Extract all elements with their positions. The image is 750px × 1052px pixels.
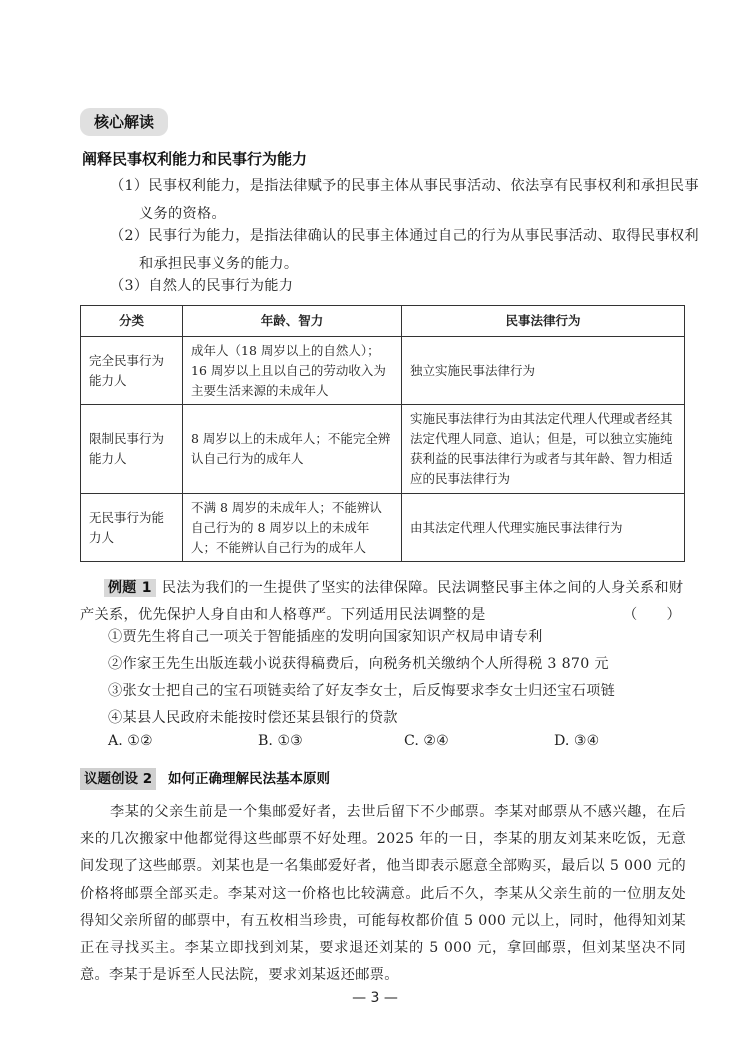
choice-a: A. ①② [108, 733, 153, 749]
point-2-lead: （2）民事行为能力，是指法律确认的民事主体通过自己的行为从事民事活动、取得民事权利 [110, 228, 699, 244]
choice-d: D. ③④ [554, 733, 600, 749]
table-cell: 由其法定代理人代理实施民事法律行为 [402, 494, 685, 562]
table-cell: 无民事行为能力人 [81, 494, 183, 562]
table-header: 民事法律行为 [402, 306, 685, 337]
example-label: 例题 1 [104, 579, 156, 597]
capacity-table [80, 305, 685, 562]
section-heading: 阐释民事权利能力和民事行为能力 [82, 150, 308, 168]
example-question [80, 575, 685, 629]
table-cell: 限制民事行为能力人 [81, 405, 183, 494]
table-cell: 完全民事行为能力人 [81, 337, 183, 405]
table-cell: 8 周岁以上的未成年人；不能完全辨认自己行为的成年人 [183, 405, 402, 494]
answer-bracket: （ ） [623, 607, 681, 623]
table-cell: 成年人（18 周岁以上的自然人）；16 周岁以上且以自己的劳动收入为主要生活来源的未成年人 [183, 337, 402, 405]
option-item: ①贾先生将自己一项关于智能插座的发明向国家知识产权局申请专利 [108, 629, 543, 645]
point-1-lead: （1）民事权利能力，是指法律赋予的民事主体从事民事活动、依法享有民事权利和承担民事 [110, 178, 699, 194]
point-2 [110, 222, 700, 278]
table-cell: 实施民事法律行为由其法定代理人代理或者经其法定代理人同意、追认；但是，可以独立实施纯获利益的民事法律行为或者与其年龄、智力相适应的民事法律行为 [402, 405, 685, 494]
table-cell: 不满 8 周岁的未成年人；不能辨认自己行为的 8 周岁以上的未成年人；不能辨认自己行为的成年人 [183, 494, 402, 562]
table-row [81, 494, 685, 562]
table-header-row [81, 306, 685, 337]
table-header: 分类 [81, 306, 183, 337]
page-number: — 3 — [352, 990, 398, 1006]
point-3 [110, 272, 700, 300]
point-2-cont: 和承担民事义务的能力。 [139, 256, 299, 272]
choice-b: B. ①③ [258, 733, 303, 749]
option-item: ③张女士把自己的宝石项链卖给了好友李女士，后反悔要求李女士归还宝石项链 [108, 683, 616, 699]
table-row [81, 405, 685, 494]
case-paragraph: 李某的父亲生前是一个集邮爱好者，去世后留下不少邮票。李某对邮票从不感兴趣，在后来的几次搬家中他都觉得这些邮票不好处理。2025 年的一日，李某的朋友刘某来吃饭，无意间发现了这些邮票。刘某也是一名集邮爱好者，他当即表示愿意全部购买，最后以 5 000 元的价格将邮票全部买走。李某对这一价格也比较满意。此后不久，李某从父亲生前的一位朋友处得知父亲所留的邮票中，有五枚相当珍贵，可能每枚都价值 5 000 元以上，同时，他得知刘某正在寻找买主。李某立即找到刘某，要求退还刘某的 5 000 元，拿回邮票，但刘某坚决不同意。李某于是诉至人民法院，要求刘某返还邮票。 [80, 804, 686, 984]
answer-choices [108, 733, 688, 757]
point-1 [110, 172, 700, 228]
table-header: 年龄、智力 [183, 306, 402, 337]
section-tag: 核心解读 [80, 108, 168, 136]
point-1-cont: 义务的资格。 [139, 206, 226, 222]
point-3-lead: （3）自然人的民事行为能力 [110, 278, 294, 294]
choice-c: C. ②④ [404, 733, 449, 749]
table-cell: 独立实施民事法律行为 [402, 337, 685, 405]
topic-tag: 议题创设 2 [80, 768, 156, 790]
topic-title: 如何正确理解民法基本原则 [168, 771, 330, 787]
option-item: ④某县人民政府未能按时偿还某县银行的贷款 [108, 710, 398, 726]
option-item: ②作家王先生出版连载小说获得稿费后，向税务机关缴纳个人所得税 3 870 元 [108, 656, 609, 672]
table-row [81, 337, 685, 405]
example-question-text: 民法为我们的一生提供了坚实的法律保障。民法调整民事主体之间的人身关系和财产关系，优先保护人身自由和人格尊严。下列适用民法调整的是 [80, 580, 684, 623]
